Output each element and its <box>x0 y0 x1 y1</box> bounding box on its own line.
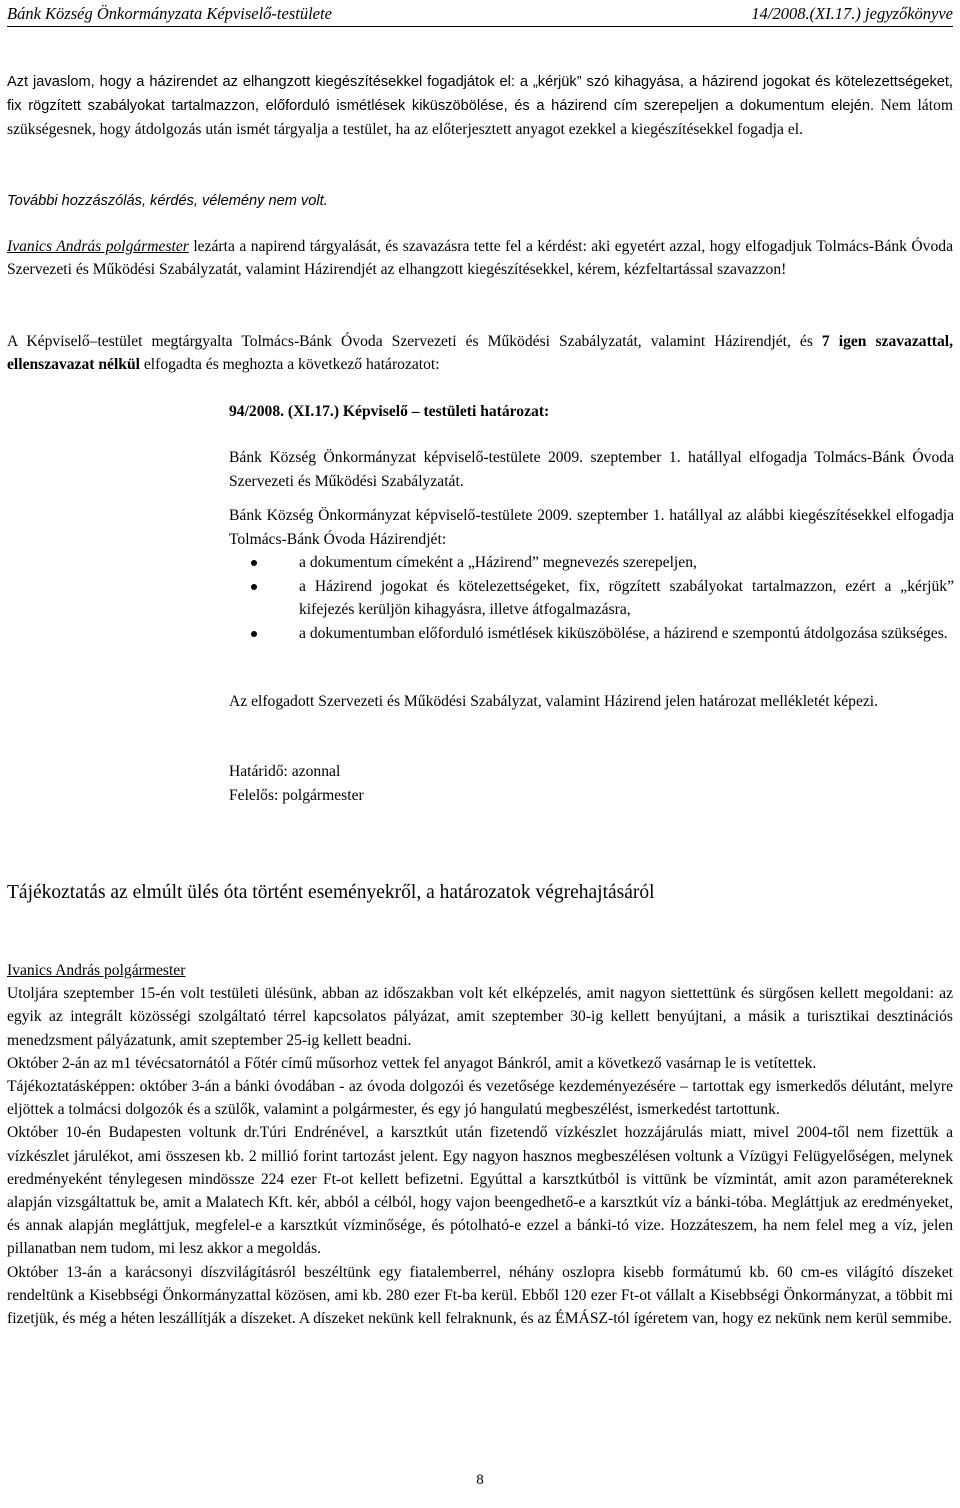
resolution-intro-a: A Képviselő–testület megtárgyalta Tolmács-Bánk Óvoda Szervezeti és Működési Szabályzatát, valamint Házirendjét, és <box>7 333 822 350</box>
decision-number: 94/2008. (XI.17.) Képviselő – testületi határozat: <box>229 403 550 420</box>
section-title: Tájékoztatás az elmúlt ülés óta történt eseményekről, a határozatok végrehajtásáról <box>7 882 655 903</box>
vote-call-paragraph <box>7 235 953 281</box>
header-minutes-ref: 14/2008.(XI.17.) jegyzőkönyve <box>751 4 953 23</box>
decision-item-3: Az elfogadott Szervezeti és Működési Szabályzat, valamint Házirend jelen határozat mellékletét képezi. <box>229 693 879 710</box>
list-item: a dokumentumban előforduló ismétlések kiküszöbölése, a házirend e szempontú átdolgozása szükséges. <box>229 622 954 646</box>
list-item: a Házirend jogokat és kötelezettségeket, fix, rögzített szabályokat tartalmazzon, ezért a „kérjük” kifejezés kerüljön kihagyásra, illetve átfogalmazásra, <box>229 575 954 622</box>
list-item: a dokumentum címeként a „Házirend” megnevezés szerepeljen, <box>229 551 954 575</box>
report-body <box>7 959 953 1330</box>
resolution-intro-b: elfogadta és meghozta a következő határozatot: <box>139 356 440 373</box>
bullet-icon <box>251 560 257 566</box>
proposal-paragraph <box>7 71 953 142</box>
proposal-note: Nem látom szükségesnek, hogy átdolgozás után ismét tárgyalja a testület, ha az előterjesztett anyagot ezekkel a kiegészítésekkel fogadja el. <box>7 97 953 138</box>
page-number: 8 <box>476 1472 484 1488</box>
vote-result: 7 igen szavazattal, ellenszavazat nélkül <box>7 333 953 373</box>
resolution-intro <box>7 330 953 376</box>
proposal-text: Azt javaslom, hogy a házirendet az elhangzott kiegészítésekkel fogadjátok el: a „kérjük” szó kihagyása, a házirend jogokat és kötelezettségeket, fix rögzített szabályokat tartalmazzon, előforduló ismétlések kiküszöbölése, és a házirend cím szerepeljen a dokumentum elején. <box>7 74 953 114</box>
decision-deadline: Határidő: azonnal <box>229 763 341 780</box>
no-more-comments: További hozzászólás, kérdés, vélemény nem volt. <box>7 193 328 209</box>
header-council-title: Bánk Község Önkormányzata Képviselő-testülete <box>7 4 332 23</box>
bullet-icon <box>251 584 257 590</box>
report-paragraph: Október 13-án a karácsonyi díszvilágításról beszéltünk egy fiatalemberrel, néhány oszlopra kisebb formátumú kb. 60 cm-es világító díszeket rendeltünk a Kisebbségi Önkormányzattal közösen, ami kb. 280 ezer Ft-ba kerül. Ebből 120 ezer Ft-ot vállalt a Kisebbségi Önkormányzat, a többit mi fizetjük, és még a héten leszállítják a díszeket. A díszeket nekünk kell felraknunk, és az ÉMÁSZ-tól ígéretem van, hogy ez nekünk nem kerül semmibe. <box>7 1263 953 1328</box>
decision-title <box>229 400 954 424</box>
bullet-icon <box>251 631 257 637</box>
speaker-name: Ivanics András polgármester <box>7 238 189 255</box>
report-paragraph: Utoljára szeptember 15-én volt testületi ülésünk, abban az időszakban volt két elképzelés, amit nagyon siettettünk és sürgősen kellett megoldani: az egyik az integrált közösségi szolgáltató térrel kapcsolatos pályázat, amit szeptember 30-ig kellett benyújtani, a másik a turisztikai desztinációs menedzsment pályázatunk, amit szeptember 25-ig kellett beadni. <box>7 985 953 1049</box>
report-speaker: Ivanics András polgármester <box>7 962 186 979</box>
decision-item-1: Bánk Község Önkormányzat képviselő-testülete 2009. szeptember 1. hatállyal elfogadja Tolmács-Bánk Óvoda Szervezeti és Működési Szabályzatát. <box>229 449 954 490</box>
report-paragraph: Október 2-án az m1 tévécsatornától a Főtér című műsorhoz vettek fel anyagot Bánkról, amit a következő vasárnap le is vetítettek. <box>7 1054 817 1072</box>
decision-bullet-list <box>229 551 954 645</box>
decision-responsible: Felelős: polgármester <box>229 787 364 804</box>
page-header <box>7 4 953 27</box>
report-paragraph: Tájékoztatásképpen: október 3-án a bánki óvodában - az óvoda dolgozói és vezetősége kezdeményezésére – tartottak egy ismerkedős délutánt, melyre eljöttek a tolmácsi dolgozók és a szülők, valamint a polgármester, és egy jó hangulatú megbeszélést, ismerkedést tartottunk. <box>7 1078 953 1119</box>
vote-call-text: lezárta a napirend tárgyalását, és szavazásra tette fel a kérdést: aki egyetért azzal, hogy elfogadjuk Tolmács-Bánk Óvoda Szervezeti és Működési Szabályzatát, valamint Házirendjét az elhangzott kiegészítésekkel, kérem, kézfeltartással szavazzon! <box>7 238 953 278</box>
decision-item-2: Bánk Község Önkormányzat képviselő-testülete 2009. szeptember 1. hatállyal az alábbi kiegészítésekkel elfogadja Tolmács-Bánk Óvoda Házirendjét: <box>229 507 954 548</box>
report-paragraph: Október 10-én Budapesten voltunk dr.Túri Endrénével, a karsztkút után fizetendő vízkészlet hozzájárulás miatt, mivel 2004-től nem fizettük a vízkészlet járulékot, ami összesen kb. 2 millió forint tartozást jelent. Egy nagyon hasznos megbeszélésen voltunk a Vízügyi Felügyelőségen, melynek eredményeként ténylegesen mindössze 224 ezer Ft-ot kellett befizetni. Egyúttal a karsztkútból is vittünk be vízmintát, amit azon paramétereknek alapján vizsgáltattuk be, amit a Malatech Kft. kér, abból a célból, hogy vajon beengedhető-e a karsztkút víz a bánki-tóba. Megláttjuk az eredményeket, és annak alapján megláttjuk, megfelel-e a karsztkút vízminősége, és pótolható-e ezzel a bánki-tó vize. Hozzáteszem, ha nem felel meg a víz, jelen pillanatban nem tudom, mi lesz akkor a megoldás. <box>7 1124 953 1258</box>
